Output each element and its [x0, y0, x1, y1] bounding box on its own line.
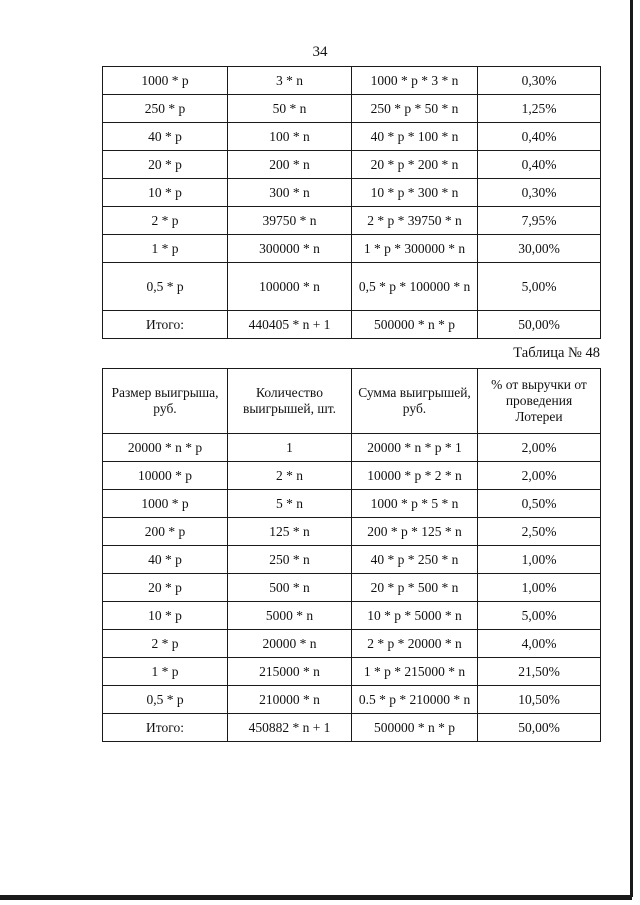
prize-size-cell: 10 * p	[103, 179, 228, 207]
table-row	[103, 123, 601, 151]
table-total-row	[103, 311, 601, 339]
table-row	[103, 602, 601, 630]
revenue-percent-cell: 0,40%	[478, 123, 601, 151]
prize-size-cell: 40 * p	[103, 546, 228, 574]
prize-sum-cell: 0,5 * p * 100000 * n	[352, 263, 478, 311]
prize-count-cell: 300000 * n	[228, 235, 352, 263]
prize-size-cell: 250 * p	[103, 95, 228, 123]
total-sum-cell: 500000 * n * p	[352, 311, 478, 339]
total-label-cell: Итого:	[103, 311, 228, 339]
scan-edge-right	[630, 0, 633, 897]
table-row	[103, 95, 601, 123]
prize-sum-cell: 0.5 * p * 210000 * n	[352, 686, 478, 714]
revenue-percent-cell: 2,00%	[478, 462, 601, 490]
total-label-cell: Итого:	[103, 714, 228, 742]
prize-size-cell: 10 * p	[103, 602, 228, 630]
prize-count-cell: 200 * n	[228, 151, 352, 179]
table-row	[103, 658, 601, 686]
page-number: 34	[312, 44, 328, 60]
total-sum-cell: 500000 * n * p	[352, 714, 478, 742]
prize-size-cell: 20000 * n * p	[103, 434, 228, 462]
column-header-revenue-percent: % от выручки от проведения Лотереи	[478, 369, 601, 434]
prize-table-48	[102, 368, 601, 742]
prize-sum-cell: 20000 * n * p * 1	[352, 434, 478, 462]
prize-sum-cell: 10 * p * 5000 * n	[352, 602, 478, 630]
prize-count-cell: 210000 * n	[228, 686, 352, 714]
revenue-percent-cell: 5,00%	[478, 602, 601, 630]
revenue-percent-cell: 30,00%	[478, 235, 601, 263]
prize-size-cell: 20 * p	[103, 151, 228, 179]
revenue-percent-cell: 5,00%	[478, 263, 601, 311]
prize-size-cell: 20 * p	[103, 574, 228, 602]
prize-count-cell: 5000 * n	[228, 602, 352, 630]
prize-sum-cell: 40 * p * 100 * n	[352, 123, 478, 151]
prize-sum-cell: 10000 * p * 2 * n	[352, 462, 478, 490]
prize-count-cell: 100000 * n	[228, 263, 352, 311]
column-header-prize-count: Количество выигрышей, шт.	[228, 369, 352, 434]
revenue-percent-cell: 0,40%	[478, 151, 601, 179]
prize-sum-cell: 20 * p * 200 * n	[352, 151, 478, 179]
total-count-cell: 440405 * n + 1	[228, 311, 352, 339]
table-row	[103, 179, 601, 207]
revenue-percent-cell: 2,50%	[478, 518, 601, 546]
prize-size-cell: 10000 * p	[103, 462, 228, 490]
prize-count-cell: 300 * n	[228, 179, 352, 207]
prize-count-cell: 125 * n	[228, 518, 352, 546]
table-row	[103, 574, 601, 602]
prize-size-cell: 1000 * p	[103, 490, 228, 518]
prize-size-cell: 40 * p	[103, 123, 228, 151]
prize-sum-cell: 10 * p * 300 * n	[352, 179, 478, 207]
prize-count-cell: 250 * n	[228, 546, 352, 574]
prize-size-cell: 2 * p	[103, 630, 228, 658]
prize-sum-cell: 250 * p * 50 * n	[352, 95, 478, 123]
prize-size-cell: 1000 * p	[103, 67, 228, 95]
table-row	[103, 263, 601, 311]
prize-size-cell: 0,5 * p	[103, 686, 228, 714]
column-header-prize-sum: Сумма выигрышей, руб.	[352, 369, 478, 434]
revenue-percent-cell: 10,50%	[478, 686, 601, 714]
prize-size-cell: 1 * p	[103, 235, 228, 263]
revenue-percent-cell: 4,00%	[478, 630, 601, 658]
prize-count-cell: 3 * n	[228, 67, 352, 95]
total-percent-cell: 50,00%	[478, 714, 601, 742]
revenue-percent-cell: 0,30%	[478, 179, 601, 207]
table-total-row	[103, 714, 601, 742]
table-caption: Таблица № 48	[513, 345, 600, 361]
prize-sum-cell: 200 * p * 125 * n	[352, 518, 478, 546]
prize-size-cell: 2 * p	[103, 207, 228, 235]
table-row	[103, 434, 601, 462]
total-count-cell: 450882 * n + 1	[228, 714, 352, 742]
prize-size-cell: 1 * p	[103, 658, 228, 686]
table-row	[103, 462, 601, 490]
prize-sum-cell: 2 * p * 20000 * n	[352, 630, 478, 658]
table-row	[103, 235, 601, 263]
prize-count-cell: 1	[228, 434, 352, 462]
revenue-percent-cell: 1,25%	[478, 95, 601, 123]
prize-size-cell: 200 * p	[103, 518, 228, 546]
revenue-percent-cell: 0,30%	[478, 67, 601, 95]
prize-count-cell: 5 * n	[228, 490, 352, 518]
prize-sum-cell: 1000 * p * 3 * n	[352, 67, 478, 95]
prize-count-cell: 50 * n	[228, 95, 352, 123]
column-header-prize-size: Размер выигрыша, руб.	[103, 369, 228, 434]
table-row	[103, 518, 601, 546]
revenue-percent-cell: 1,00%	[478, 546, 601, 574]
revenue-percent-cell: 0,50%	[478, 490, 601, 518]
prize-count-cell: 500 * n	[228, 574, 352, 602]
prize-count-cell: 39750 * n	[228, 207, 352, 235]
prize-sum-cell: 1000 * p * 5 * n	[352, 490, 478, 518]
prize-size-cell: 0,5 * p	[103, 263, 228, 311]
table-row	[103, 151, 601, 179]
table-row	[103, 490, 601, 518]
prize-sum-cell: 1 * p * 215000 * n	[352, 658, 478, 686]
prize-count-cell: 100 * n	[228, 123, 352, 151]
table-row	[103, 546, 601, 574]
table-row	[103, 207, 601, 235]
revenue-percent-cell: 7,95%	[478, 207, 601, 235]
prize-count-cell: 2 * n	[228, 462, 352, 490]
table-header-row	[103, 369, 601, 434]
prize-table-continued	[102, 66, 601, 339]
total-percent-cell: 50,00%	[478, 311, 601, 339]
prize-count-cell: 215000 * n	[228, 658, 352, 686]
prize-count-cell: 20000 * n	[228, 630, 352, 658]
scan-edge-bottom	[0, 895, 632, 900]
revenue-percent-cell: 21,50%	[478, 658, 601, 686]
table-row	[103, 686, 601, 714]
table-row	[103, 630, 601, 658]
prize-sum-cell: 20 * p * 500 * n	[352, 574, 478, 602]
revenue-percent-cell: 1,00%	[478, 574, 601, 602]
prize-sum-cell: 1 * p * 300000 * n	[352, 235, 478, 263]
prize-sum-cell: 2 * p * 39750 * n	[352, 207, 478, 235]
table-row	[103, 67, 601, 95]
revenue-percent-cell: 2,00%	[478, 434, 601, 462]
prize-sum-cell: 40 * p * 250 * n	[352, 546, 478, 574]
